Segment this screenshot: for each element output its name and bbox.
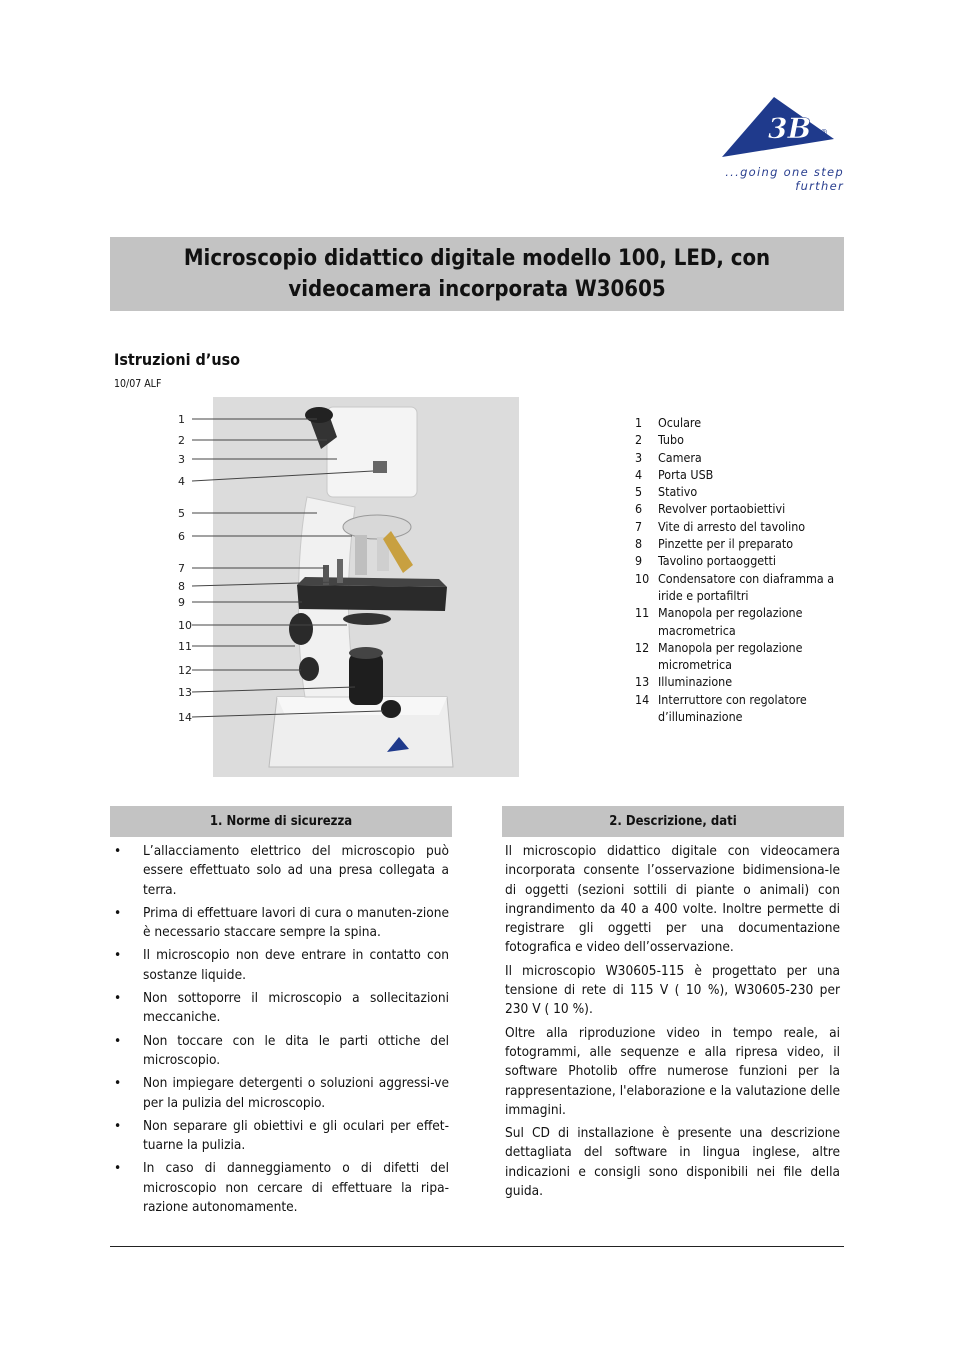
callout-number: 11	[178, 640, 192, 653]
list-item-text: Non sottoporre il microscopio a sollecitazioni meccaniche.	[143, 990, 449, 1026]
document-reference: 10/07 ALF	[114, 378, 162, 390]
list-item-text: Non separare gli obiettivi e gli oculari per effet-tuarne la pulizia.	[143, 1117, 449, 1154]
callout-number: 10	[178, 619, 192, 632]
callout-number: 3	[178, 453, 185, 466]
legend-item	[635, 570, 845, 605]
legend-label: Illuminazione	[658, 674, 733, 690]
list-item-text: In caso di danneggiamento o di difetti del microscopio non cercare di effettuare la ripa-razione autonomamente.	[143, 1160, 449, 1216]
legend-item	[635, 466, 845, 483]
legend-label: Oculare	[658, 415, 702, 430]
legend-item	[635, 535, 845, 552]
legend-item	[635, 449, 845, 466]
legend-label: Condensatore con diaframma a iride e portafiltri	[658, 570, 835, 603]
description-paragraph: Sul CD di installazione è presente una descrizione dettagliata del software in lingua inglese, altre indicazioni e consigli sono disponibili nei file della guida.	[505, 1125, 840, 1200]
list-item-text: Non toccare con le dita le parti ottiche del microscopio.	[143, 1032, 449, 1068]
bullet-icon: •	[114, 1032, 122, 1049]
legend-item	[635, 431, 845, 448]
description-text	[505, 842, 840, 1205]
legend-label: Tubo	[658, 432, 684, 448]
bullet-icon: •	[114, 1075, 122, 1092]
legend-label: Pinzette per il preparato	[658, 536, 794, 552]
list-item	[112, 1159, 449, 1217]
legend-label: Porta USB	[658, 466, 714, 482]
legend-number: 11	[635, 605, 650, 621]
title-banner	[110, 237, 844, 311]
logo-brand: 3B	[768, 112, 812, 145]
legend-item	[635, 414, 845, 431]
legend-number: 6	[635, 501, 643, 517]
legend-label: Revolver portaobiettivi	[658, 501, 786, 517]
callout-number: 1	[178, 413, 185, 426]
legend-number: 8	[635, 536, 643, 552]
legend-number: 7	[635, 518, 643, 534]
microscope-photo	[177, 397, 519, 777]
callout-number: 9	[178, 596, 185, 609]
legend-number: 3	[635, 449, 643, 465]
bullet-icon: •	[114, 904, 122, 921]
list-item	[112, 904, 449, 943]
section2-heading: 2. Descrizione, dati	[502, 806, 844, 837]
legend-number: 5	[635, 484, 643, 500]
logo-tagline: ...going one step further	[725, 165, 844, 193]
description-paragraph: Il microscopio W30605-115 è progettato per una tensione di rete di 115 V ( 10 %), W30605-230 per 230 V ( 10 %).	[505, 962, 840, 1018]
description-paragraph: Il microscopio didattico digitale con videocamera incorporata consente l’osservazione bidimensiona-le di oggetti (sezioni sottili di piante o animali) con ingrandimento da 40 a 400 volte. Inoltre permette di registrare gli oggetti per una documentazione fotografica e video dell’osservazione.	[505, 843, 840, 956]
legend-number: 1	[635, 415, 643, 430]
legend-item	[635, 500, 845, 517]
legend-item	[635, 691, 845, 726]
list-item	[112, 989, 449, 1028]
list-item	[112, 1117, 449, 1156]
document-title: Microscopio didattico digitale modello 100, LED, con videocamera incorporata W30605	[183, 246, 771, 302]
legend-number: 10	[635, 570, 650, 586]
legend-label: Interruttore con regolatore d’illuminazione	[658, 691, 807, 725]
callout-number: 5	[178, 507, 185, 520]
legend-label: Camera	[658, 449, 702, 465]
safety-list	[112, 842, 449, 1221]
list-item-text: Il microscopio non deve entrare in contatto con sostanze liquide.	[143, 947, 449, 983]
figure-legend	[635, 414, 845, 725]
callout-number: 2	[178, 434, 185, 447]
legend-number: 9	[635, 553, 643, 569]
callout-number: 14	[178, 711, 192, 724]
legend-label: Vite di arresto del tavolino	[658, 518, 806, 534]
list-item-text: Prima di effettuare lavori di cura o manuten-zione è necessario staccare sempre la spina.	[143, 904, 449, 941]
legend-item	[635, 552, 845, 569]
bullet-icon: •	[114, 843, 122, 859]
legend-item	[635, 483, 845, 500]
callout-number: 4	[178, 475, 185, 488]
callout-number: 7	[178, 562, 185, 575]
list-item-text: Non impiegare detergenti o soluzioni aggressi-ve per la pulizia del microscopio.	[143, 1075, 449, 1111]
legend-label: Stativo	[658, 484, 698, 500]
bullet-icon: •	[114, 1117, 122, 1134]
legend-number: 2	[635, 432, 643, 448]
legend-item	[635, 604, 845, 639]
legend-item	[635, 518, 845, 535]
bullet-icon: •	[114, 1160, 122, 1177]
callout-number: 13	[178, 686, 192, 699]
list-item	[112, 1074, 449, 1113]
callout-number: 8	[178, 580, 185, 593]
legend-label: Manopola per regolazione micrometrica	[658, 639, 803, 673]
list-item	[112, 842, 449, 900]
section-subtitle: Istruzioni d’uso	[114, 350, 241, 369]
callout-number: 6	[178, 530, 185, 543]
legend-item	[635, 673, 845, 690]
callout-number: 12	[178, 664, 192, 677]
legend-number: 12	[635, 639, 650, 655]
section1-heading: 1. Norme di sicurezza	[110, 806, 452, 837]
footer-divider	[110, 1246, 844, 1247]
legend-number: 4	[635, 466, 643, 482]
description-paragraph: Oltre alla riproduzione video in tempo reale, ai fotogrammi, alle sequenze e alla ripresa video, il software Photolib offre numerose funzioni per la rappresentazione, l'elaborazione e la valutazione delle immagini.	[505, 1024, 840, 1118]
list-item	[112, 1032, 449, 1071]
logo-registered: ®	[820, 128, 828, 137]
legend-label: Manopola per regolazione macrometrica	[658, 605, 803, 638]
list-item	[112, 946, 449, 985]
legend-number: 13	[635, 674, 650, 690]
bullet-icon: •	[114, 990, 122, 1007]
legend-item	[635, 639, 845, 674]
bullet-icon: •	[114, 947, 122, 964]
list-item-text: L’allacciamento elettrico del microscopio può essere effettuato solo ad una presa collegata a terra.	[143, 843, 449, 898]
legend-label: Tavolino portaoggetti	[658, 553, 776, 569]
legend-number: 14	[635, 691, 650, 707]
